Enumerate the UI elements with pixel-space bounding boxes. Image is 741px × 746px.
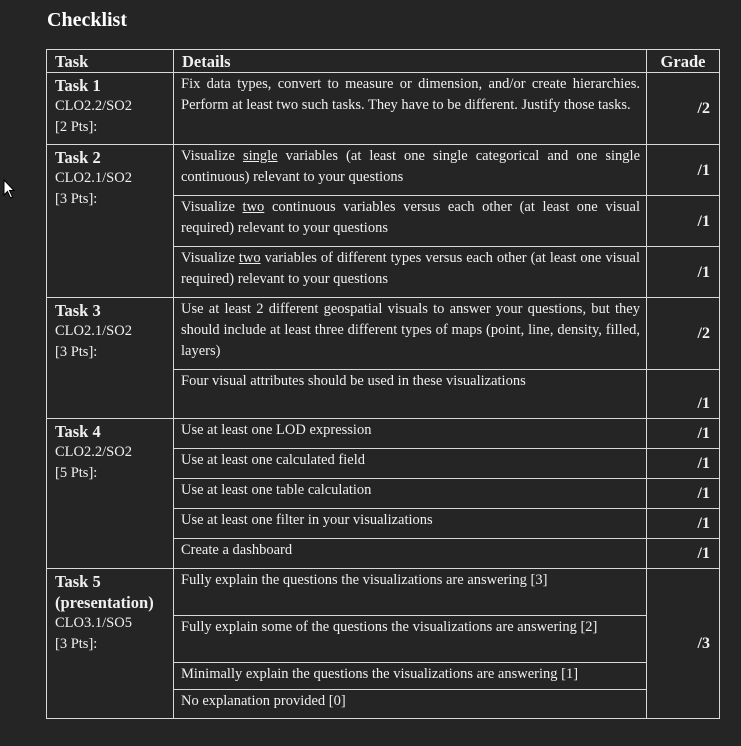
task-3-cell [47,298,174,419]
task-code: CLO2.2/SO2 [55,98,132,114]
task-4-row-1 [47,419,720,449]
task-code: CLO2.1/SO2 [55,323,132,339]
page-title: Checklist [47,9,127,31]
task-4-detail-5: Create a dashboard [174,539,647,569]
task-4-detail-3: Use at least one table calculation [174,479,647,509]
task-2-detail-1: Visualize single variables (at least one single categorical and one single continuous) relevant to your questions [174,145,647,196]
task-1-cell [47,73,174,145]
task-points: [3 Pts]: [55,191,98,207]
task-points: [5 Pts]: [55,465,98,481]
task-3-detail-2: Four visual attributes should be used in these visualizations [174,370,647,419]
task-name: Task 5 (presentation) [55,572,154,612]
task-points: [3 Pts]: [55,636,98,652]
task-3-grade-2: /1 [647,370,720,419]
header-task: Task [47,50,174,73]
task-1-detail: Fix data types, convert to measure or dimension, and/or create hierarchies. Perform at least two such tasks. They have to be different. Justify those tasks. [174,73,647,145]
task-5-detail-1: Fully explain the questions the visualizations are answering [3] [174,569,647,616]
task-3-grade-1: /2 [647,298,720,370]
task-4-grade-3: /1 [647,479,720,509]
task-5-row-1 [47,569,720,616]
task-4-detail-2: Use at least one calculated field [174,449,647,479]
task-5-detail-2: Fully explain some of the questions the visualizations are answering [2] [174,616,647,663]
task-2-row-1 [47,145,720,196]
task-2-cell [47,145,174,298]
task-4-grade-5: /1 [647,539,720,569]
header-row [47,50,720,73]
task-2-grade-3: /1 [647,247,720,298]
task-code: CLO3.1/SO5 [55,615,132,631]
task-name: Task 1 [55,76,101,95]
task-2-grade-2: /1 [647,196,720,247]
task-name: Task 3 [55,301,101,320]
header-grade: Grade [647,50,720,73]
task-4-grade-2: /1 [647,449,720,479]
header-details: Details [174,50,647,73]
task-5-detail-3: Minimally explain the questions the visualizations are answering [1] [174,663,647,690]
task-2-grade-1: /1 [647,145,720,196]
task-4-detail-4: Use at least one filter in your visualizations [174,509,647,539]
task-name: Task 4 [55,422,101,441]
task-4-cell [47,419,174,569]
task-5-cell [47,569,174,719]
task-2-detail-2: Visualize two continuous variables versus each other (at least one visual required) relevant to your questions [174,196,647,247]
task-5-detail-4: No explanation provided [0] [174,690,647,719]
task-points: [2 Pts]: [55,119,98,135]
task-4-grade-4: /1 [647,509,720,539]
task-2-detail-3: Visualize two variables of different types versus each other (at least one visual required) relevant to your questions [174,247,647,298]
checklist-table [46,49,720,719]
task-3-row-1 [47,298,720,370]
task-code: CLO2.1/SO2 [55,170,132,186]
task-4-detail-1: Use at least one LOD expression [174,419,647,449]
task-5-grade: /3 [647,569,720,719]
task-4-grade-1: /1 [647,419,720,449]
task-3-detail-1: Use at least 2 different geospatial visuals to answer your questions, but they should include at least three different types of maps (point, line, density, filled, layers) [174,298,647,370]
mouse-pointer-icon [3,179,15,199]
task-code: CLO2.2/SO2 [55,444,132,460]
task-points: [3 Pts]: [55,344,98,360]
task-1-grade: /2 [647,73,720,145]
task-1-row [47,73,720,145]
task-name: Task 2 [55,148,101,167]
